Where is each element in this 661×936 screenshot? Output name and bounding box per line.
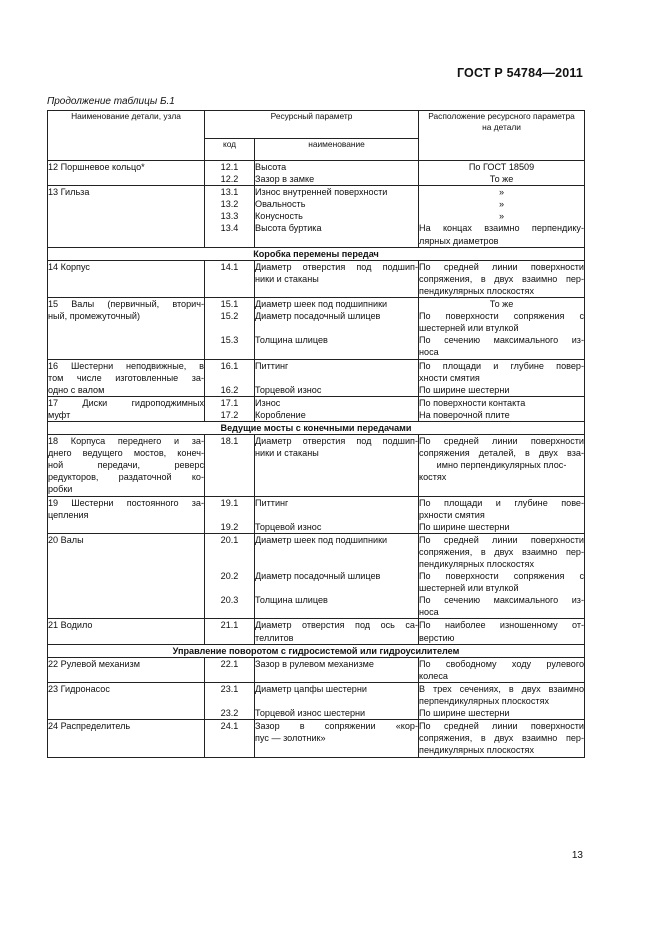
location-text: По площади и глубине пове-: [419, 497, 585, 508]
header-location: [419, 111, 585, 161]
param-name: Износ: [255, 397, 281, 408]
code-cell: [205, 359, 255, 396]
location-cell: [419, 657, 585, 682]
location-text: По средней линии поверхности: [419, 721, 585, 732]
param-cell: [255, 186, 419, 247]
param-cell: [255, 260, 419, 297]
part-name-cell: [48, 682, 205, 719]
param-name: Диаметр посадочный шлицев: [255, 571, 381, 582]
code: 13.3: [220, 211, 239, 222]
part-name-cell: [48, 396, 205, 421]
code-cell: [205, 496, 255, 533]
section-row: [48, 421, 585, 434]
location-text: колеса: [419, 670, 448, 681]
part-name: ный, промежуточный): [48, 311, 140, 322]
part-name: 16 Шестерни неподвижные, в: [48, 360, 204, 371]
location-text: По средней линии поверхности: [419, 261, 585, 272]
table-row: [48, 359, 585, 396]
header-location-line: Расположение ресурсного параметра: [428, 111, 575, 121]
location-text: По поверхности контакта: [419, 397, 526, 408]
param-cell: [255, 682, 419, 719]
part-name: 12 Поршневое кольцо*: [48, 162, 145, 172]
part-name: том числе изготовленные за-: [48, 372, 204, 383]
param-name: Зазор в рулевом механизме: [255, 658, 374, 669]
part-name: редукторов, раздаточной ко-: [48, 472, 204, 483]
location-cell: [419, 533, 585, 619]
part-name-cell: [48, 435, 205, 496]
location-text: пендикулярных плоскостях: [419, 285, 535, 296]
table-row: [48, 298, 585, 359]
param-cell: [255, 496, 419, 533]
code: 17.1: [220, 397, 239, 408]
code-cell: [205, 435, 255, 496]
part-name: 17 Диски гидроподжимных: [48, 397, 204, 408]
location-cell: [419, 396, 585, 421]
code: 19.2: [220, 521, 239, 532]
location-text: »: [498, 211, 505, 222]
location-text: сопряжения, в двух взаимно пер-: [419, 733, 585, 744]
code: 17.2: [220, 409, 239, 420]
location-cell: [419, 359, 585, 396]
part-name-cell: [48, 186, 205, 247]
location-cell: [419, 298, 585, 359]
param-name: Зазор в замке: [255, 174, 315, 185]
location-cell: [419, 619, 585, 644]
param-cell: [255, 720, 419, 757]
param-cell: [255, 657, 419, 682]
part-name: 22 Рулевой механизм: [48, 658, 140, 669]
part-name-cell: [48, 533, 205, 619]
location-text: лярных диаметров: [419, 235, 499, 246]
code: 20.2: [220, 571, 239, 582]
location-text: верстию: [419, 632, 455, 643]
param-cell: [255, 359, 419, 396]
param-name: Диаметр шеек под подшипники: [255, 534, 388, 545]
table-row: [48, 682, 585, 719]
location-text: По средней линии поверхности: [419, 436, 585, 447]
part-name: 14 Корпус: [48, 261, 90, 272]
location-cell: [419, 161, 585, 186]
location-text: По наиболее изношенному от-: [419, 620, 585, 631]
table-header-row-1: [48, 111, 585, 139]
param-name: Толщина шлицев: [255, 335, 328, 346]
table-row: [48, 720, 585, 757]
location-text: По ширине шестерни: [419, 708, 510, 719]
part-name-cell: [48, 260, 205, 297]
part-name: 18 Корпуса переднего и за-: [48, 436, 204, 447]
part-name-cell: [48, 720, 205, 757]
section-row: [48, 247, 585, 260]
document-code: ГОСТ Р 54784—2011: [456, 66, 583, 80]
param-cell: [255, 435, 419, 496]
location-text: На поверочной плите: [419, 409, 510, 420]
part-name-cell: [48, 298, 205, 359]
section-title: Управление поворотом с гидросистемой или гидроусилителем: [48, 644, 585, 657]
header-resource-parameter: Ресурсный параметр: [205, 111, 419, 139]
param-name: Диаметр цапфы шестерни: [255, 683, 367, 694]
part-name: днего ведущего мостов, конеч-: [48, 448, 204, 459]
param-cell: [255, 533, 419, 619]
location-text: рхности смятия: [419, 509, 485, 520]
location-text: По средней линии поверхности: [419, 534, 585, 545]
part-name: 13 Гильза: [48, 187, 90, 198]
code-cell: [205, 186, 255, 247]
location-text: По свободному ходу рулевого: [419, 658, 585, 669]
part-name: 23 Гидронасос: [48, 683, 110, 694]
part-name-cell: [48, 359, 205, 396]
code: 23.1: [220, 683, 239, 694]
table-row: [48, 260, 585, 297]
location-text: шестерней или втулкой: [419, 323, 519, 334]
param-name: Толщина шлицев: [255, 595, 328, 606]
param-name: Диаметр шеек под подшипники: [255, 299, 388, 310]
location-text: По ширине шестерни: [419, 521, 510, 532]
location-text: костях: [419, 472, 447, 483]
param-cell: [255, 396, 419, 421]
code: 23.2: [220, 708, 239, 719]
code-cell: [205, 298, 255, 359]
code: 15.1: [220, 299, 239, 310]
code: 15.3: [220, 335, 239, 346]
table-row: [48, 186, 585, 247]
header-part-name: Наименование детали, узла: [48, 111, 205, 161]
part-name: 20 Валы: [48, 534, 84, 545]
header-code: код: [205, 139, 255, 161]
code: 15.2: [220, 311, 239, 322]
param-cell: [255, 619, 419, 644]
code: 13.4: [220, 223, 239, 234]
page-number: 13: [571, 850, 583, 861]
code-cell: [205, 657, 255, 682]
code-cell: [205, 682, 255, 719]
location-text: сопряжения, в двух взаимно пер-: [419, 546, 585, 557]
param-name: Диаметр посадочный шлицев: [255, 311, 381, 322]
param-name: Коробление: [255, 409, 306, 420]
code: 20.3: [220, 595, 239, 606]
param-name: Диаметр отверстия под подшип-: [255, 436, 419, 447]
location-text: перпендикулярных плоскостях: [419, 696, 550, 707]
location-text: пендикулярных плоскостях: [419, 745, 535, 756]
table-row: [48, 396, 585, 421]
code: 21.1: [220, 620, 239, 631]
location-text: носа: [419, 607, 439, 618]
code: 16.1: [220, 360, 239, 371]
code-cell: [205, 260, 255, 297]
location-text: В трех сечениях, в двух взаимно: [419, 683, 585, 694]
param-cell: [255, 161, 419, 186]
location-text: сопряжения, в двух взаимно пер-: [419, 273, 585, 284]
table-caption: Продолжение таблицы Б.1: [47, 96, 175, 107]
param-name: Износ внутренней поверхности: [255, 187, 388, 198]
part-name: 19 Шестерни постоянного за-: [48, 497, 204, 508]
code: 12.1: [220, 162, 239, 172]
code: 22.1: [220, 658, 239, 669]
param-name: пус — золотник»: [255, 733, 326, 744]
param-name: Зазор в сопряжении «кор-: [255, 721, 419, 732]
location-text: имно перпендикулярных плос-: [436, 460, 567, 471]
location-text: хности смятия: [419, 372, 480, 383]
code-cell: [205, 533, 255, 619]
table-row: [48, 496, 585, 533]
part-name: 21 Водило: [48, 620, 93, 631]
location-text: По поверхности сопряжения с: [419, 571, 585, 582]
location-text: носа: [419, 347, 439, 358]
param-name: Питтинг: [255, 497, 289, 508]
code-cell: [205, 396, 255, 421]
code: 19.1: [220, 497, 239, 508]
code: 16.2: [220, 384, 239, 395]
part-name: робки: [48, 484, 73, 495]
param-name: Конусность: [255, 211, 303, 222]
part-name-cell: [48, 619, 205, 644]
location-cell: [419, 435, 585, 496]
location-cell: [419, 682, 585, 719]
location-text: По площади и глубине повер-: [419, 360, 585, 371]
table-row: [48, 657, 585, 682]
part-name-cell: [48, 161, 205, 186]
code: 14.1: [220, 261, 239, 272]
table-row: [48, 435, 585, 496]
section-title: Ведущие мосты с конечными передачами: [48, 421, 585, 434]
location-text: пендикулярных плоскостях: [419, 559, 535, 569]
location-text: По ширине шестерни: [419, 384, 510, 395]
resource-parameters-table: [47, 110, 585, 758]
location-cell: [419, 186, 585, 247]
table-row: [48, 619, 585, 644]
part-name: цепления: [48, 509, 89, 520]
part-name-cell: [48, 496, 205, 533]
header-location-line: на детали: [482, 122, 521, 132]
param-name: Диаметр отверстия под подшип-: [255, 261, 419, 272]
code-cell: [205, 161, 255, 186]
part-name: ной передачи, реверс: [48, 460, 204, 471]
location-cell: [419, 496, 585, 533]
param-cell: [255, 298, 419, 359]
location-text: шестерней или втулкой: [419, 583, 519, 594]
location-text: То же: [489, 299, 514, 310]
param-name: Высота буртика: [255, 223, 322, 234]
part-name: одно с валом: [48, 384, 105, 395]
location-text: По поверхности сопряжения с: [419, 311, 585, 322]
location-text: То же: [489, 174, 514, 185]
table-row: [48, 161, 585, 186]
code: 13.2: [220, 199, 239, 210]
param-name: Торцевой износ: [255, 384, 322, 395]
code: 20.1: [220, 534, 239, 545]
param-name: Торцевой износ шестерни: [255, 708, 366, 719]
code: 12.2: [220, 174, 239, 185]
param-name: ники и стаканы: [255, 448, 319, 459]
param-name: Диаметр отверстия под ось са-: [255, 620, 419, 631]
code: 13.1: [220, 187, 239, 198]
header-param-name: наименование: [255, 139, 419, 161]
part-name: муфт: [48, 409, 71, 420]
table-row: [48, 533, 585, 619]
param-name: Торцевой износ: [255, 521, 322, 532]
param-name: теллитов: [255, 632, 294, 643]
part-name: 15 Валы (первичный, вторич-: [48, 299, 204, 310]
location-text: »: [498, 199, 505, 210]
param-name: Овальность: [255, 199, 306, 210]
param-name: ники и стаканы: [255, 273, 319, 284]
section-title: Коробка перемены передач: [48, 247, 585, 260]
param-name: Питтинг: [255, 360, 289, 371]
code-cell: [205, 619, 255, 644]
part-name-cell: [48, 657, 205, 682]
code: 18.1: [220, 436, 239, 447]
location-text: По сечению максимального из-: [419, 595, 585, 606]
location-text: На концах взаимно перпендику-: [419, 223, 585, 234]
location-cell: [419, 260, 585, 297]
location-text: »: [498, 187, 505, 198]
param-name: Высота: [255, 162, 287, 172]
location-text: По сечению максимального из-: [419, 335, 585, 346]
code: 24.1: [220, 721, 239, 732]
part-name: 24 Распределитель: [48, 721, 131, 732]
location-text: сопряжения деталей, в двух вза-: [419, 448, 585, 459]
section-row: [48, 644, 585, 657]
location-cell: [419, 720, 585, 757]
location-text: По ГОСТ 18509: [468, 162, 535, 172]
code-cell: [205, 720, 255, 757]
